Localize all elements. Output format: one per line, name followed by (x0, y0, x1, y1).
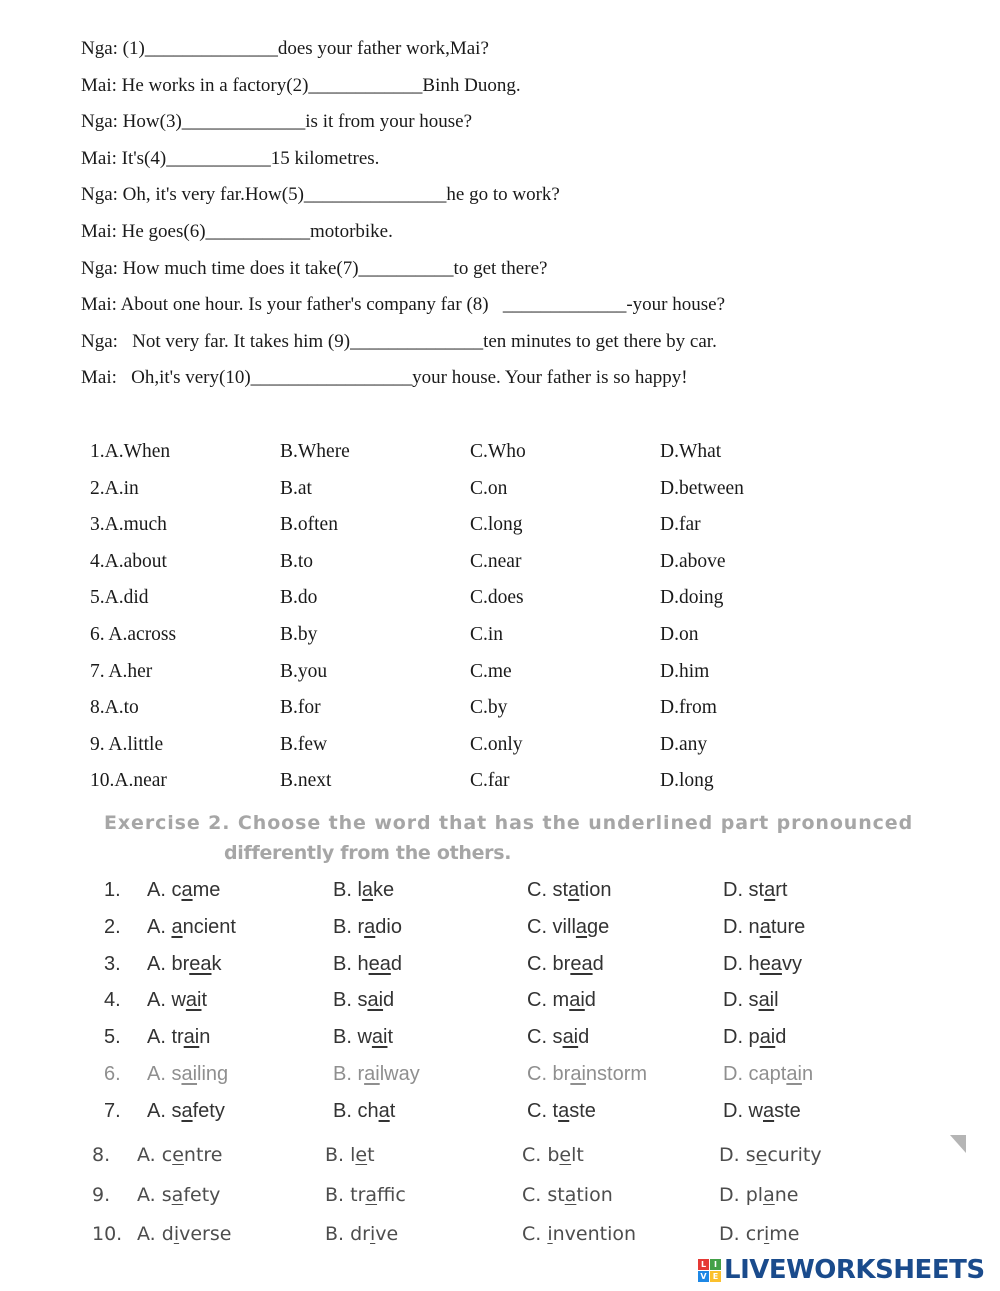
word-part: fety (192, 1099, 225, 1122)
option-row (90, 438, 890, 475)
word-option (527, 1021, 589, 1053)
word-part: C. m (527, 989, 570, 1012)
underlined-part: ai (371, 1026, 388, 1049)
dialogue-line: Nga: (1)______________does your father work,Mai? (81, 38, 489, 59)
underlined-part: ai (786, 1062, 802, 1085)
word-part: A. (147, 915, 172, 938)
question-row (92, 1178, 952, 1218)
brand-name: LIVEWORKSHEETS (724, 1255, 985, 1285)
word-part: ture (770, 915, 806, 938)
dialogue-line: Nga: How much time does it take(7)__________to get there? (81, 257, 548, 279)
question-row (100, 1021, 960, 1058)
word-part: ne (774, 1183, 799, 1206)
question-row (92, 1217, 952, 1257)
underlined-part: a (564, 1183, 577, 1206)
question-row (100, 911, 960, 948)
option-row (90, 511, 890, 548)
word-part: D. h (723, 952, 760, 975)
option-a: 10.A.near (90, 770, 167, 792)
underlined-part: a (364, 915, 376, 938)
word-option (333, 1095, 395, 1127)
underlined-part: a (171, 915, 183, 938)
liveworksheets-brand (698, 1255, 985, 1285)
option-row (90, 584, 890, 621)
dialogue-line: Mai: Oh,it's very(10)_________________your house. Your father is so happy! (81, 367, 688, 389)
word-part: n (801, 1062, 814, 1085)
option-d: D.from (660, 697, 717, 719)
option-d: D.on (660, 623, 699, 645)
word-part: D. w (723, 1099, 763, 1122)
word-part: A. br (147, 952, 190, 975)
option-c: C.long (470, 514, 523, 536)
underlined-part: ai (364, 1062, 380, 1085)
word-part: dio (375, 915, 402, 938)
word-part: D. pl (719, 1183, 764, 1206)
option-d: D.doing (660, 587, 724, 609)
question-row (100, 984, 960, 1021)
underlined-part: ai (562, 1026, 579, 1049)
word-part: D. capt (723, 1062, 787, 1085)
word-option (723, 984, 779, 1016)
question-number: 1. (104, 879, 121, 901)
dialogue-line: Nga: Oh, it's very far.How(5)_______________he go to work? (81, 184, 560, 206)
word-option (723, 1095, 801, 1127)
option-d: D.What (660, 441, 722, 462)
exercise2-options (100, 874, 960, 1132)
word-part: A. c (137, 1144, 173, 1166)
word-part: B. tr (325, 1183, 366, 1206)
word-option (723, 1058, 813, 1090)
option-c: C.does (470, 587, 524, 609)
word-option (719, 1178, 798, 1212)
word-option (527, 911, 609, 943)
option-row (90, 731, 890, 768)
word-part: d (775, 1026, 787, 1049)
option-a: 3.A.much (90, 514, 167, 536)
word-option (333, 984, 394, 1016)
option-d: D.any (660, 733, 708, 755)
word-option (527, 984, 596, 1016)
underlined-part: ai (570, 1062, 586, 1085)
word-part: tion (579, 879, 612, 901)
option-b: B.by (280, 623, 318, 645)
option-a: 5.A.did (90, 587, 149, 609)
word-part: d (578, 1026, 590, 1049)
option-row (90, 475, 890, 512)
word-part: B. h (333, 952, 369, 975)
word-option (147, 1021, 210, 1053)
question-number: 8. (92, 1144, 111, 1166)
word-option (137, 1138, 222, 1172)
word-option (527, 948, 604, 980)
exercise2-title (104, 808, 924, 868)
word-option (333, 911, 402, 943)
word-option (325, 1217, 398, 1251)
word-part: C. vill (527, 915, 576, 938)
option-a: 9. A.little (90, 733, 164, 755)
logo-tile: I (710, 1259, 721, 1270)
exercise2-title-line2: differently from the others. (224, 842, 512, 864)
option-b: B.often (280, 514, 338, 536)
word-option (325, 1138, 375, 1172)
word-option (719, 1138, 822, 1172)
word-part: B. dr (325, 1223, 370, 1245)
option-b: B.next (280, 770, 332, 792)
word-option (522, 1217, 636, 1251)
word-option (333, 874, 394, 906)
underlined-part: ea (570, 952, 593, 975)
word-part: ling (197, 1062, 229, 1085)
option-d: D.between (660, 477, 744, 499)
question-row (100, 874, 960, 911)
word-part: B. r (333, 1062, 365, 1085)
option-d: D.far (660, 514, 701, 536)
option-b: B.do (280, 587, 318, 609)
underlined-part: ai (183, 1026, 200, 1049)
logo-tile: L (698, 1259, 709, 1270)
word-part: A. d (137, 1223, 174, 1245)
word-option (325, 1178, 406, 1212)
word-option (527, 1058, 647, 1090)
option-d: D.long (660, 770, 714, 792)
word-part: ve (375, 1223, 399, 1245)
underlined-part: a (361, 879, 374, 901)
question-row (100, 1058, 960, 1095)
option-c: C.on (470, 477, 508, 499)
underlined-part: a (575, 915, 588, 938)
word-option (723, 911, 805, 943)
dialogue-line: Mai: About one hour. Is your father's company far (8) _____________-your house? (81, 294, 726, 316)
underlined-part: a (763, 1099, 775, 1122)
underlined-part: e (755, 1144, 768, 1166)
word-part: B. l (325, 1144, 356, 1166)
word-option (527, 874, 612, 906)
question-number: 10. (92, 1223, 123, 1245)
word-part: C. s (527, 1026, 563, 1049)
word-option (719, 1217, 799, 1251)
word-part: ge (587, 915, 610, 938)
dialogue-line: Mai: It's(4)___________15 kilometres. (81, 147, 380, 169)
word-part: C. br (527, 1062, 571, 1085)
word-part: curity (767, 1144, 822, 1166)
word-part: C. st (522, 1183, 565, 1206)
word-part: D. st (723, 879, 765, 901)
word-part: B. r (333, 915, 365, 938)
option-b: B.for (280, 697, 321, 719)
word-part: d (390, 952, 402, 975)
option-a: 1.A.When (90, 441, 171, 462)
option-a: 6. A.across (90, 623, 177, 645)
question-row (92, 1138, 952, 1178)
dialogue-section (81, 36, 981, 402)
word-option (522, 1178, 613, 1212)
word-option (137, 1178, 220, 1212)
word-part: k (211, 952, 222, 975)
word-part: tion (576, 1183, 613, 1206)
word-option (147, 948, 222, 980)
word-part: C. b (522, 1144, 560, 1166)
word-option (137, 1217, 231, 1251)
underlined-part: a (763, 1183, 775, 1206)
word-option (147, 1095, 225, 1127)
word-part: ke (373, 879, 395, 901)
word-part: A. s (147, 1062, 182, 1085)
word-part: A. s (147, 1099, 182, 1122)
word-part: fety (183, 1183, 221, 1206)
question-number: 2. (104, 915, 121, 938)
option-row (90, 694, 890, 731)
question-number: 6. (104, 1062, 121, 1085)
dialogue-line: Mai: He works in a factory(2)____________Binh Duong. (81, 74, 521, 96)
word-part: lt (571, 1144, 584, 1166)
underlined-part: a (181, 879, 193, 901)
question-number: 7. (104, 1099, 121, 1122)
word-option (723, 874, 787, 906)
underlined-part: a (171, 1183, 184, 1206)
word-part: D. s (723, 989, 759, 1012)
underlined-part: a (558, 1099, 570, 1122)
underlined-part: ai (759, 1026, 776, 1049)
word-part: B. s (333, 989, 368, 1012)
word-part: B. ch (333, 1099, 379, 1122)
option-b: B.Where (280, 441, 350, 462)
question-number: 4. (104, 989, 121, 1012)
word-part: C. (522, 1223, 548, 1245)
word-part: A. tr (147, 1026, 184, 1049)
option-a: 2.A.in (90, 477, 139, 499)
exercise2-title-line1: Exercise 2. Choose the word that has the underlined part pronounced (104, 812, 914, 834)
word-part: B. w (333, 1026, 372, 1049)
underlined-part: ai (181, 1062, 198, 1085)
option-b: B.at (280, 477, 312, 499)
dialogue-line: Nga: Not very far. It takes him (9)______________ten minutes to get there by car. (81, 330, 717, 352)
underlined-part: ai (569, 989, 585, 1012)
word-part: ste (774, 1099, 801, 1122)
word-part: t (367, 1144, 375, 1166)
question-number: 9. (92, 1183, 111, 1206)
underlined-part: ai (185, 989, 202, 1012)
word-part: ncient (182, 915, 236, 938)
underlined-part: a (378, 1099, 390, 1122)
underlined-part: ea (368, 952, 391, 975)
option-c: C.only (470, 733, 523, 755)
option-c: C.far (470, 770, 510, 792)
word-part: lway (379, 1062, 420, 1085)
word-option (333, 948, 402, 980)
word-part: ste (569, 1099, 596, 1122)
option-b: B.to (280, 550, 314, 572)
word-part: D. p (723, 1026, 760, 1049)
question-number: 3. (104, 952, 121, 975)
underlined-part: ai (367, 989, 384, 1012)
word-part: d (584, 989, 596, 1012)
underlined-part: a (764, 879, 776, 901)
word-part: A. w (147, 989, 186, 1012)
underlined-part: a (181, 1099, 193, 1122)
underlined-part: a (568, 879, 580, 901)
option-c: C.by (470, 697, 508, 719)
exercise2-options-continued (92, 1138, 952, 1257)
word-part: ntre (183, 1144, 223, 1166)
word-part: nvention (552, 1223, 637, 1245)
word-option (522, 1138, 584, 1172)
underlined-part: i (763, 1223, 770, 1245)
word-part: verse (179, 1223, 232, 1245)
word-option (333, 1058, 420, 1090)
word-part: A. c (147, 879, 182, 901)
underlined-part: ea (759, 952, 782, 975)
word-option (147, 984, 207, 1016)
word-part: t (387, 1026, 394, 1049)
dialogue-line: Nga: How(3)_____________is it from your house? (81, 111, 473, 133)
option-row (90, 621, 890, 658)
option-c: C.Who (470, 441, 526, 462)
underlined-part: a (759, 915, 771, 938)
option-row (90, 658, 890, 695)
question-row (100, 1095, 960, 1132)
logo-tile: V (698, 1271, 709, 1282)
dialogue-line: Mai: He goes(6)___________motorbike. (81, 220, 393, 242)
option-row (90, 548, 890, 585)
underlined-part: e (559, 1144, 572, 1166)
underlined-part: i (173, 1223, 180, 1245)
word-part: C. st (527, 879, 569, 901)
word-option (527, 1095, 596, 1127)
underlined-part: a (365, 1183, 378, 1206)
option-b: B.you (280, 660, 328, 682)
word-part: D. n (723, 915, 760, 938)
exercise1-options (90, 438, 890, 804)
word-part: d (592, 952, 604, 975)
underlined-part: i (547, 1223, 553, 1245)
word-part: D. s (719, 1144, 756, 1166)
word-part: t (389, 1099, 396, 1122)
word-part: l (774, 989, 779, 1012)
underlined-part: ai (758, 989, 775, 1012)
option-c: C.near (470, 550, 522, 572)
word-part: ffic (377, 1183, 406, 1206)
underlined-part: ea (189, 952, 212, 975)
word-part: A. s (137, 1183, 172, 1206)
word-option (147, 1058, 228, 1090)
word-option (723, 1021, 786, 1053)
logo-tile: E (710, 1271, 721, 1282)
option-a: 7. A.her (90, 660, 153, 682)
option-c: C.me (470, 660, 512, 682)
page-corner-mark (950, 1135, 966, 1153)
word-option (333, 1021, 393, 1053)
word-part: nstorm (585, 1062, 648, 1085)
word-part: n (199, 1026, 211, 1049)
word-part: vy (781, 952, 802, 975)
word-option (723, 948, 802, 980)
question-number: 5. (104, 1026, 121, 1049)
option-b: B.few (280, 733, 328, 755)
underlined-part: e (172, 1144, 184, 1166)
word-part: C. t (527, 1099, 559, 1122)
word-option (147, 874, 220, 906)
option-row (90, 767, 890, 804)
word-part: rt (775, 879, 788, 901)
option-d: D.him (660, 660, 710, 682)
word-option (147, 911, 236, 943)
underlined-part: i (370, 1223, 376, 1245)
word-part: D. cr (719, 1223, 764, 1245)
word-part: me (769, 1223, 800, 1245)
word-part: t (201, 989, 208, 1012)
option-d: D.above (660, 550, 726, 572)
underlined-part: e (355, 1144, 368, 1166)
word-part: B. l (333, 879, 362, 901)
option-a: 8.A.to (90, 697, 139, 719)
liveworksheets-logo-icon (698, 1259, 721, 1282)
question-row (100, 948, 960, 985)
word-part: d (383, 989, 395, 1012)
option-c: C.in (470, 623, 504, 645)
word-part: me (192, 879, 221, 901)
word-part: C. br (527, 952, 571, 975)
option-a: 4.A.about (90, 550, 167, 572)
